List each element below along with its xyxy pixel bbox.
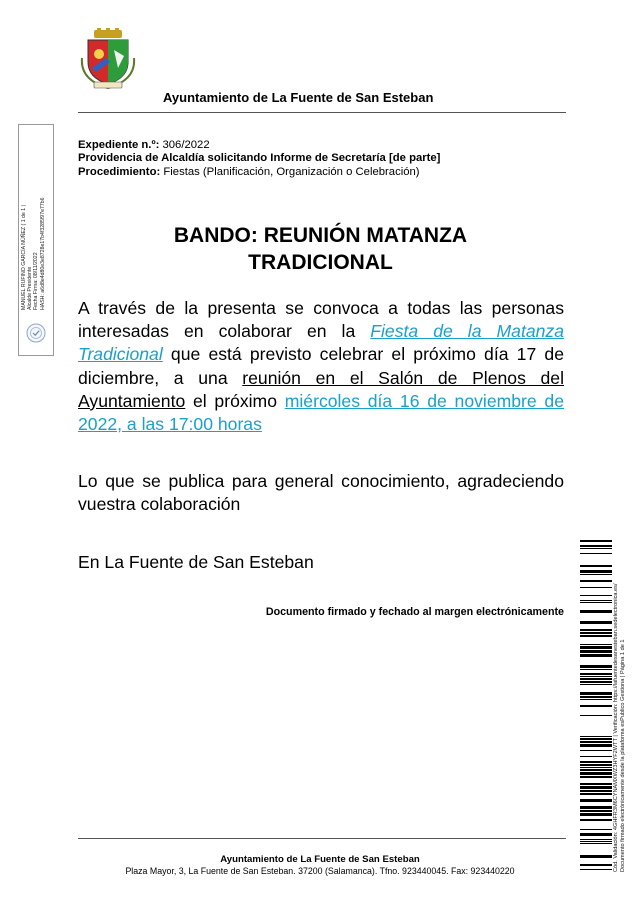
- barcode-bar: [580, 715, 612, 716]
- title-line-2: TRADICIONAL: [248, 251, 393, 274]
- body-text-2: que está previsto celebrar el próximo día 17 de diciembre, a una: [78, 344, 564, 388]
- header-divider: [78, 112, 566, 113]
- barcode-bar: [580, 776, 612, 778]
- barcode-bar: [580, 570, 612, 573]
- barcode-bar: [580, 621, 612, 624]
- barcode-bar: [580, 699, 612, 700]
- barcode-bar: [580, 764, 612, 766]
- barcode-bar: [580, 580, 612, 582]
- barcode-bar: [580, 600, 612, 601]
- validation-text: [613, 532, 627, 872]
- barcode-bar: [580, 767, 612, 768]
- barcode-bar: [580, 669, 612, 670]
- meeting-location: reunión en el Salón de Plenos del Ayuntamiento: [78, 367, 564, 411]
- barcode-bar: [580, 654, 612, 657]
- title-line-1: BANDO: REUNIÓN MATANZA: [173, 224, 468, 247]
- barcode-bar: [580, 799, 612, 802]
- barcode-bar: [580, 678, 612, 680]
- barcode-bar: [580, 610, 612, 613]
- barcode-bar: [580, 587, 612, 588]
- expediente-label: Expediente n.º:: [78, 139, 160, 151]
- barcode-bar: [580, 705, 612, 707]
- barcode-bar: [580, 602, 612, 603]
- place-line: En La Fuente de San Esteban: [78, 552, 314, 572]
- barcode-bar: [580, 744, 612, 747]
- signed-note: Documento firmado y fechado al margen electrónicamente: [265, 606, 564, 618]
- providencia-line: [78, 152, 440, 165]
- providencia-text: Providencia de Alcaldía solicitando Informe de Secretaría [de parte]: [78, 152, 441, 165]
- barcode-bar: [580, 676, 612, 677]
- barcode-bar: [580, 644, 612, 645]
- barcode-bar: [580, 741, 612, 743]
- event-name-link[interactable]: Fiesta de la Matanza Tradicional: [78, 321, 564, 365]
- barcode-bar: [580, 540, 612, 542]
- barcode-bar: [580, 756, 612, 757]
- procedimiento-line: [78, 166, 440, 179]
- header-organization: Ayuntamiento de La Fuente de San Esteban: [163, 90, 434, 105]
- barcode-bar: [580, 843, 612, 844]
- barcode-bar: [580, 738, 612, 740]
- barcode-bar: [580, 783, 612, 785]
- signature-date: Fecha Firma: 08/11/2022: [33, 252, 40, 310]
- barcode-bar: [580, 839, 612, 840]
- barcode-bar: [580, 819, 612, 821]
- footer-divider: [78, 838, 566, 839]
- barcode-bar: [580, 632, 612, 634]
- body-text-1: A través de la presenta se convoca a todas las personas interesadas en colaborar en la: [78, 298, 564, 342]
- coat-of-arms-logo: [80, 28, 136, 90]
- body-text-3: el próximo: [185, 390, 285, 411]
- barcode-bar: [580, 806, 612, 809]
- barcode-bar: [580, 681, 612, 683]
- meeting-date-link[interactable]: miércoles día 16 de noviembre de 2022, a las 17:00 horas: [78, 390, 564, 435]
- barcode-bar: [580, 629, 612, 631]
- barcode-bar: [580, 810, 612, 812]
- barcode-bar: [580, 595, 612, 596]
- barcode-bar: [580, 650, 612, 653]
- seal-icon: [26, 323, 46, 343]
- signature-hash: HASH: a6d8e4d80e3e8728e17b4f3285f97e77b6: [39, 197, 46, 310]
- signature-stamp-text: [21, 80, 46, 310]
- barcode-bar: [580, 761, 612, 763]
- barcode-bar: [580, 574, 612, 575]
- barcode-bar: [580, 646, 612, 649]
- closing-paragraph: Lo que se publica para general conocimiento, agradeciendo vuestra colaboración: [78, 471, 564, 515]
- barcode-bar: [580, 833, 612, 836]
- announcement-paragraph: [78, 297, 564, 436]
- barcode-bar: [580, 692, 612, 695]
- signer-name: MANUEL RUFINO GARCÍA NÚÑEZ ( 1 de 1 ): [21, 204, 27, 310]
- procedimiento-value: Fiestas (Planificación, Organización o Celebración): [160, 165, 420, 178]
- footer-organization: Ayuntamiento de La Fuente de San Esteban: [220, 854, 420, 865]
- expediente-line: [78, 139, 440, 152]
- barcode-bar: [580, 750, 612, 751]
- validation-line-2: Documento firmado electrónicamente desde la plataforma esPublico Gestiona | Página 1 de 1: [620, 639, 626, 872]
- expediente-value: 306/2022: [159, 139, 210, 151]
- barcode-bar: [580, 736, 612, 737]
- barcode-bar: [580, 665, 612, 668]
- barcode-image: [580, 540, 612, 870]
- barcode-bar: [580, 786, 612, 789]
- barcode-bar: [580, 684, 612, 685]
- barcode-bar: [580, 553, 612, 554]
- barcode-bar: [580, 696, 612, 698]
- barcode-bar: [580, 841, 612, 842]
- footer-address: Plaza Mayor, 3, La Fuente de San Esteban. 37200 (Salamanca). Tfno. 923440045. Fax: 923440220: [125, 866, 515, 876]
- barcode-bar: [580, 769, 612, 771]
- barcode-bar: [580, 548, 612, 549]
- barcode-bar: [580, 790, 612, 792]
- barcode-bar: [580, 772, 612, 775]
- validation-line-1: Cód. Validación: 4GHFR3M6CYNAMXWZ3HYF2WTT | Verificación: https://lafuentedesanesteban.sedelectronica.es/: [613, 583, 619, 872]
- barcode-bar: [580, 565, 612, 567]
- barcode-bar: [580, 829, 612, 830]
- document-metadata: [78, 139, 440, 179]
- barcode-bar: [580, 813, 612, 816]
- barcode-bar: [580, 673, 612, 675]
- document-title: [78, 222, 563, 276]
- barcode-bar: [580, 793, 612, 795]
- barcode-bar: [580, 635, 612, 637]
- signer-role: Alcalde Presidente: [27, 266, 34, 310]
- procedimiento-label: Procedimiento:: [78, 165, 161, 178]
- barcode-bar: [580, 545, 612, 547]
